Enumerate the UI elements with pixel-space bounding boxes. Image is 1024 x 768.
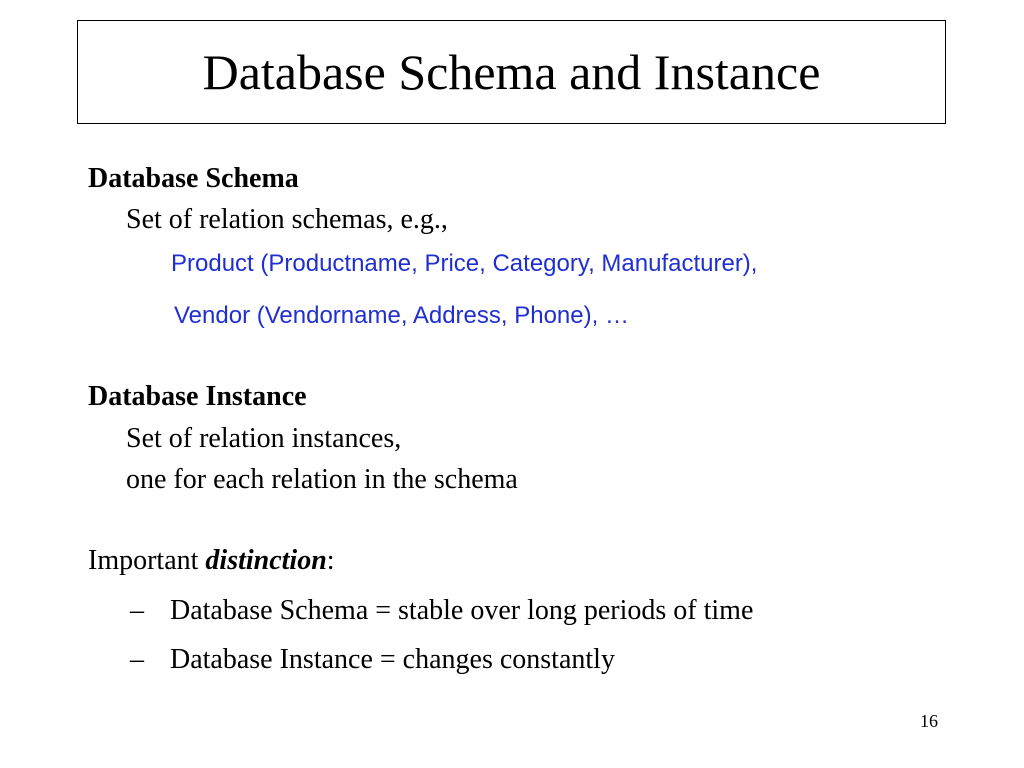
instance-line: Set of relation instances,	[126, 423, 402, 454]
instance-line: one for each relation in the schema	[126, 464, 518, 495]
page-number: 16	[920, 711, 938, 731]
slide-title: Database Schema and Instance	[202, 44, 821, 100]
distinction-line	[88, 547, 335, 575]
schema-example-vendor: Vendor (Vendorname, Address, Phone), …	[174, 302, 629, 329]
distinction-emphasis: distinction	[205, 545, 327, 576]
bullet-text: Database Instance = changes constantly	[170, 644, 615, 675]
instance-heading: Database Instance	[88, 381, 307, 412]
schema-description: Set of relation schemas, e.g.,	[126, 204, 448, 235]
schema-example-product: Product (Productname, Price, Category, Manufacturer),	[171, 250, 758, 277]
distinction-prefix: Important	[88, 545, 206, 576]
bullet-dash: –	[130, 595, 144, 626]
bullet-dash: –	[130, 644, 144, 675]
schema-heading: Database Schema	[88, 163, 299, 194]
bullet-item	[130, 597, 753, 625]
title-box	[77, 20, 946, 124]
distinction-suffix: :	[326, 545, 335, 576]
bullet-item	[130, 646, 615, 674]
bullet-text: Database Schema = stable over long periods of time	[170, 595, 754, 626]
